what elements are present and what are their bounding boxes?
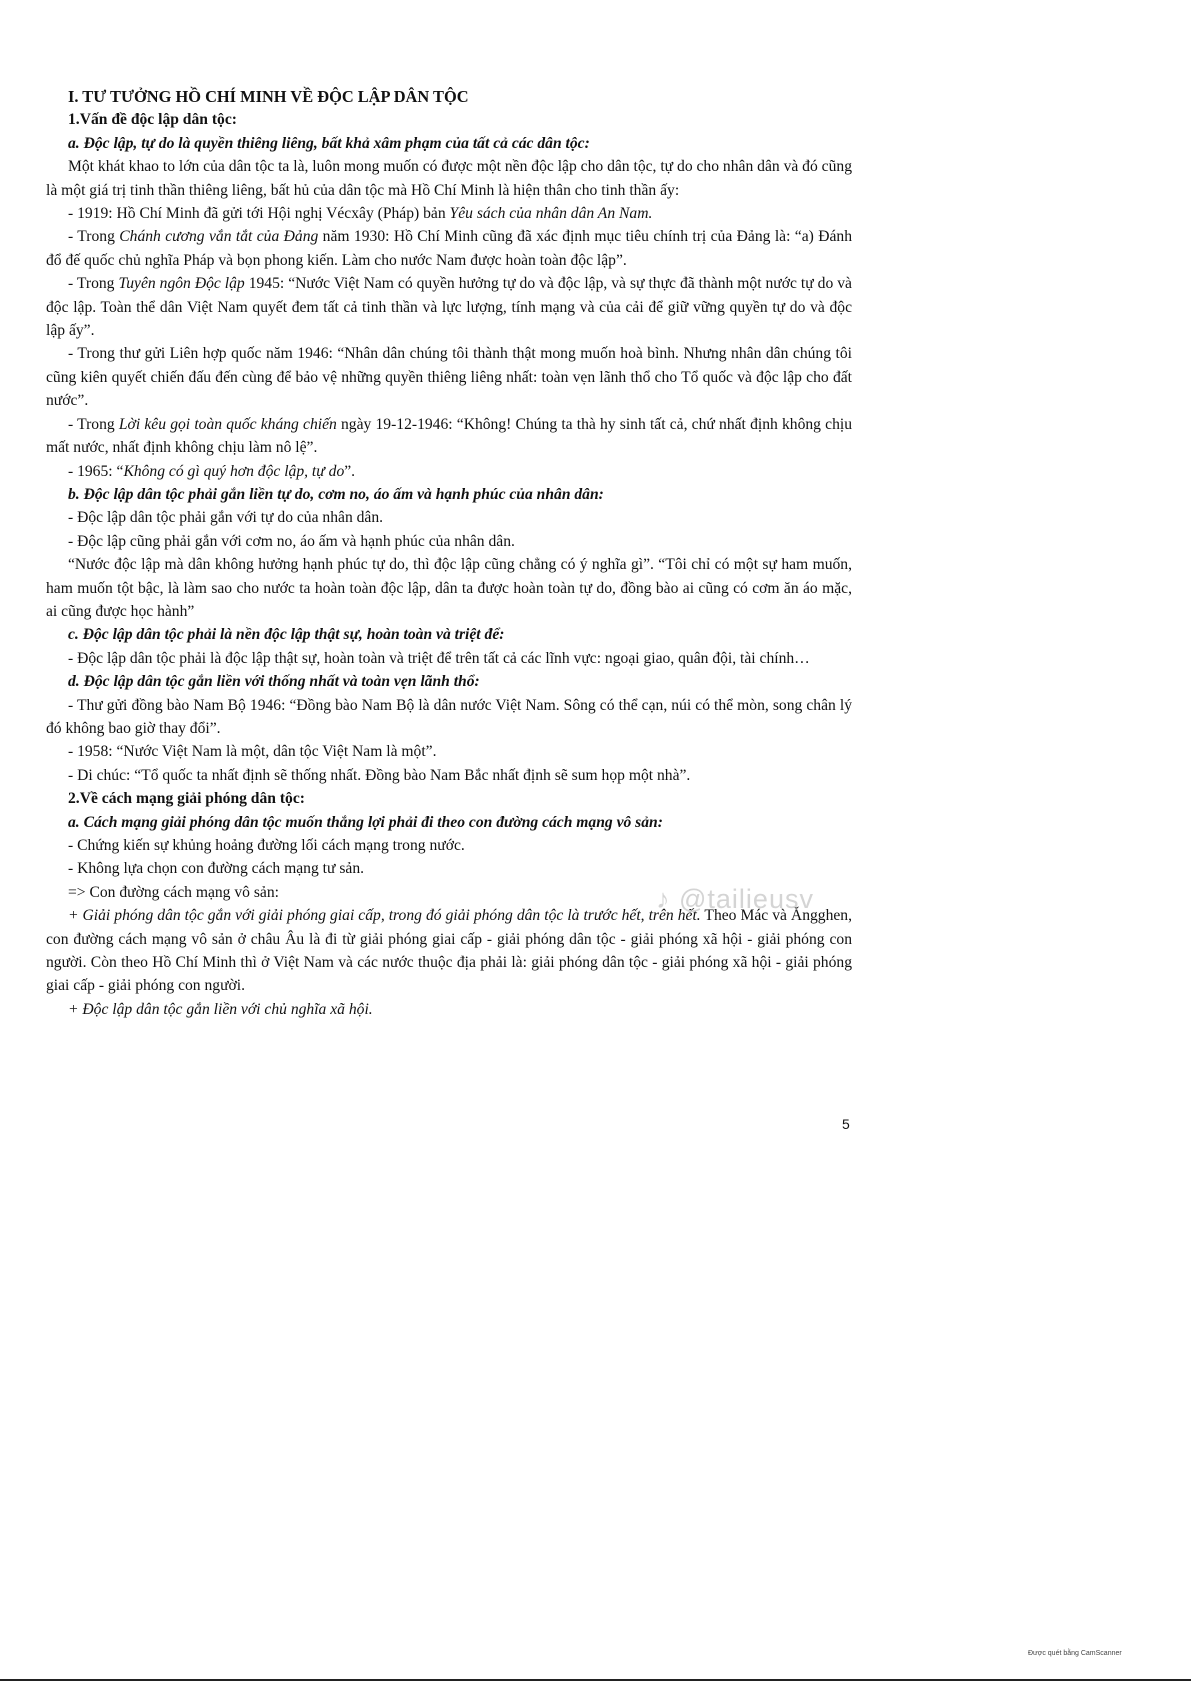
- paragraph-b-2: - Độc lập cũng phải gắn với cơm no, áo ấm và hạnh phúc của nhân dân.: [68, 532, 515, 550]
- bottom-divider: [0, 1679, 1191, 1681]
- scanner-note: Được quét bằng CamScanner: [1028, 1650, 1122, 1657]
- paragraph-b-1: - Độc lập dân tộc phải gắn với tự do của nhân dân.: [68, 509, 384, 527]
- paragraph-1965: - 1965: “Không có gì quý hơn độc lập, tự do”.: [68, 462, 356, 480]
- paragraph-1930: - Trong Chánh cương vắn tắt của Đảng năm 1930: Hồ Chí Minh cũng đã xác định mục tiêu chính trị của Đảng là: “a) Đánh đổ đế quốc chủ nghĩa Pháp và bọn phong kiến. Làm cho nước Nam được hoàn toàn độc lập”.: [46, 228, 852, 269]
- paragraph-1945: - Trong Tuyên ngôn Độc lập 1945: “Nước Việt Nam có quyền hưởng tự do và độc lập, và sự thực đã thành một nước tự do và độc lập. Toàn thể dân Việt Nam quyết đem tất cả tinh thần và lực lượng, tính mạng và của cải để giữ vững quyền tự do và độc lập ấy”.: [46, 275, 852, 340]
- watermark: ♪ @tailieusv: [656, 884, 814, 914]
- paragraph-1919: - 1919: Hồ Chí Minh đã gửi tới Hội nghị Vécxây (Pháp) bản Yêu sách của nhân dân An Nam.: [68, 205, 653, 223]
- paragraph-e-4: + Giải phóng dân tộc gắn với giải phóng giai cấp, trong đó giải phóng dân tộc là trước hết, trên hết. Theo Mác và Ăngghen, con đường cách mạng vô sản ở châu Âu là đi từ giải phóng giai cấp - giải phóng dân tộc - giải phóng xã hội - giải phóng con người. Còn theo Hồ Chí Minh thì ở Việt Nam và các nước thuộc địa phải là: giải phóng dân tộc - giải phóng xã hội - giải phóng giai cấp - giải phóng con người.: [46, 907, 853, 995]
- subheading-a: a. Độc lập, tự do là quyền thiêng liêng, bất khả xâm phạm của tất cả các dân tộc:: [68, 134, 590, 152]
- paragraph-e-5: + Độc lập dân tộc gắn liền với chủ nghĩa xã hội.: [68, 1000, 373, 1018]
- intro-paragraph: Một khát khao to lớn của dân tộc ta là, luôn mong muốn có được một nền độc lập cho dân tộc, tự do cho nhân dân và đó cũng là một giá trị tinh thần thiêng liêng, bất hủ của dân tộc mà Hồ Chí Minh là hiện thân cho tinh thần ấy:: [46, 158, 852, 199]
- subheading-c: c. Độc lập dân tộc phải là nền độc lập thật sự, hoàn toàn và triệt để:: [68, 626, 505, 644]
- paragraph-b-quote: “Nước độc lập mà dân không hưởng hạnh phúc tự do, thì độc lập cũng chẳng có ý nghĩa gì”. “Tôi chỉ có một sự ham muốn, ham muốn tột bậc, là làm sao cho nước ta hoàn toàn độc lập, dân ta được hoàn toàn tự do, đồng bào ai cũng có cơm ăn áo mặc, ai cũng được học hành”: [46, 556, 852, 620]
- subheading-d: d. Độc lập dân tộc gắn liền với thống nhất và toàn vẹn lãnh thổ:: [68, 673, 480, 691]
- paragraph-1946-call: - Trong Lời kêu gọi toàn quốc kháng chiến ngày 19-12-1946: “Không! Chúng ta thà hy sinh tất cả, chứ nhất định không chịu mất nước, nhất định không chịu làm nô lệ”.: [46, 415, 852, 457]
- paragraph-c-1: - Độc lập dân tộc phải là độc lập thật sự, hoàn toàn và triệt để trên tất cả các lĩnh vực: ngoại giao, quân đội, tài chính…: [68, 649, 810, 667]
- paragraph-e-2: - Không lựa chọn con đường cách mạng tư sản.: [68, 860, 365, 878]
- main-heading: I. TƯ TƯỞNG HỒ CHÍ MINH VỀ ĐỘC LẬP DÂN TỘC: [68, 87, 469, 106]
- section-heading-2: 2.Về cách mạng giải phóng dân tộc:: [68, 790, 305, 808]
- subheading-2a: a. Cách mạng giải phóng dân tộc muốn thắng lợi phải đi theo con đường cách mạng vô sản:: [68, 813, 663, 831]
- paragraph-d-3: - Di chúc: “Tổ quốc ta nhất định sẽ thống nhất. Đồng bào Nam Bắc nhất định sẽ sum họp một nhà”.: [68, 766, 691, 784]
- section-heading-1: 1.Vấn đề độc lập dân tộc:: [68, 111, 237, 129]
- paragraph-d-2: - 1958: “Nước Việt Nam là một, dân tộc Việt Nam là một”.: [68, 743, 437, 761]
- page-number: 5: [842, 1116, 850, 1132]
- paragraph-e-3: => Con đường cách mạng vô sản:: [68, 883, 279, 901]
- paragraph-1946-un: - Trong thư gửi Liên hợp quốc năm 1946: “Nhân dân chúng tôi thành thật mong muốn hoà bình. Nhưng nhân dân chúng tôi cũng kiên quyết chiến đấu đến cùng để bảo vệ những quyền thiêng liêng nhất: toàn vẹn lãnh thổ cho Tổ quốc và độc lập cho đất nước”.: [46, 345, 852, 410]
- paragraph-d-1: - Thư gửi đồng bào Nam Bộ 1946: “Đồng bào Nam Bộ là dân nước Việt Nam. Sông có thể cạn, núi có thể mòn, song chân lý đó không bao giờ thay đổi”.: [46, 696, 852, 737]
- paragraph-e-1: - Chứng kiến sự khủng hoảng đường lối cách mạng trong nước.: [68, 837, 465, 854]
- subheading-b: b. Độc lập dân tộc phải gắn liền tự do, cơm no, áo ấm và hạnh phúc của nhân dân:: [68, 485, 604, 503]
- document-body: [46, 85, 852, 1021]
